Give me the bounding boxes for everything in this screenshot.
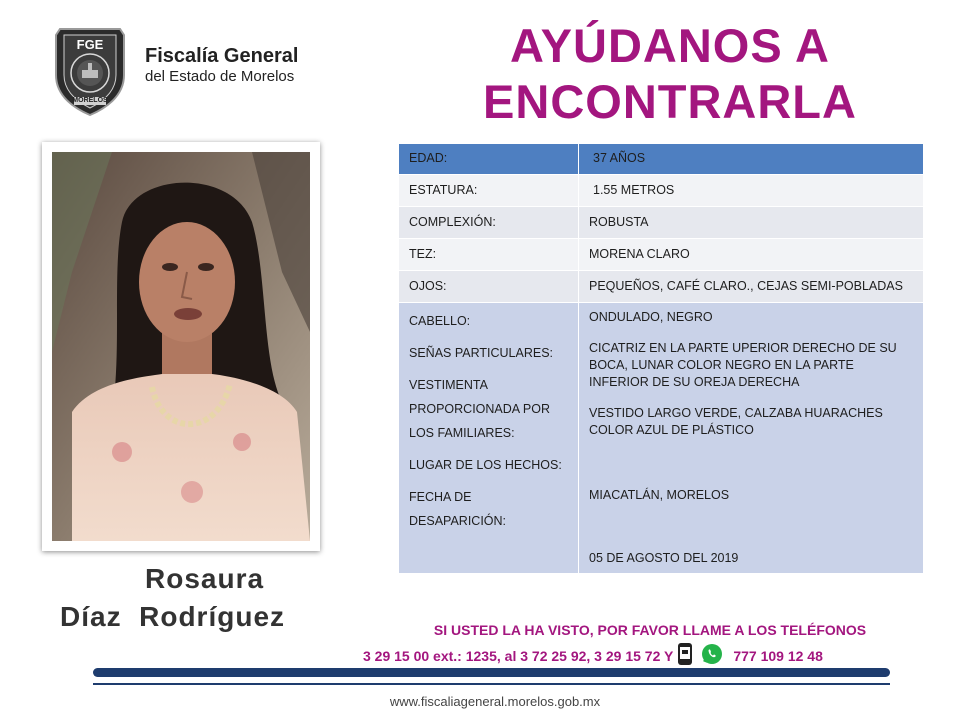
table-row [399, 239, 924, 271]
senas-label: SEÑAS PARTICULARES: [409, 346, 554, 360]
details-labels [399, 303, 579, 574]
photo-image [52, 152, 310, 541]
fecha-value: 05 DE AGOSTO DEL 2019 [589, 551, 739, 565]
tez-label: TEZ: [399, 239, 579, 271]
edad-value: 37 AÑOS [579, 144, 924, 175]
table-row [399, 175, 924, 207]
cabello-label: CABELLO: [409, 314, 471, 328]
complexion-label: COMPLEXIÓN: [399, 207, 579, 239]
table-row [399, 271, 924, 303]
org-title: Fiscalía General [145, 45, 299, 67]
fecha-label: FECHA DE DESAPARICIÓN: [409, 490, 507, 528]
details-values [579, 303, 924, 574]
lugar-label: LUGAR DE LOS HECHOS: [409, 458, 562, 472]
table-row [399, 144, 924, 175]
fge-badge-logo [52, 25, 128, 117]
vestimenta-value: VESTIDO LARGO VERDE, CALZABA HUARACHES COLOR AZUL DE PLÁSTICO [589, 406, 883, 437]
headline-line-2: ENCONTRARLA [483, 75, 857, 128]
badge-text: FGE [76, 37, 104, 52]
person-first-name: Rosaura [145, 563, 265, 594]
headline-line-1: AYÚDANOS A [510, 19, 830, 72]
whatsapp-number: 777 109 12 48 [733, 647, 823, 664]
phone-numbers-text: 3 29 15 00 ext.: 1235, al 3 72 25 92, 3 29 15 72 Y [363, 647, 674, 664]
missing-person-photo [42, 142, 320, 551]
website-url: www.fiscaliageneral.morelos.gob.mx [389, 694, 601, 709]
table-row [399, 207, 924, 239]
senas-value: CICATRIZ EN LA PARTE UPERIOR DERECHO DE SU BOCA, LUNAR COLOR NEGRO EN LA PARTE INFERIOR DE SU OREJA DERECHA [589, 341, 897, 389]
person-details-table [398, 143, 924, 574]
phone-numbers [363, 642, 823, 669]
complexion-value: ROBUSTA [579, 207, 924, 239]
footer-divider-thick [93, 668, 890, 677]
footer-divider-thin [93, 683, 890, 685]
lugar-value: MIACATLÁN, MORELOS [589, 488, 730, 502]
vestimenta-label: VESTIMENTA PROPORCIONADA POR LOS FAMILIARES: [409, 378, 550, 440]
call-to-action: SI USTED LA HA VISTO, POR FAVOR LLAME A LOS TELÉFONOS [433, 622, 867, 638]
ojos-label: OJOS: [399, 271, 579, 303]
phone-icon [677, 642, 693, 669]
person-last-name: Díaz Rodríguez [60, 601, 286, 632]
edad-label: EDAD: [399, 144, 579, 175]
ojos-value: PEQUEÑOS, CAFÉ CLARO., CEJAS SEMI-POBLADAS [579, 271, 924, 303]
cabello-value: ONDULADO, NEGRO [589, 310, 713, 324]
estatura-value: 1.55 METROS [579, 175, 924, 207]
whatsapp-icon [701, 643, 723, 668]
organization-name [145, 45, 298, 87]
estatura-label: ESTATURA: [399, 175, 579, 207]
headline [400, 18, 940, 130]
table-row [399, 303, 924, 574]
tez-value: MORENA CLARO [579, 239, 924, 271]
person-name [60, 560, 360, 636]
org-subtitle: del Estado de Morelos [145, 68, 295, 85]
badge-sub-text: MORELOS [72, 97, 108, 104]
